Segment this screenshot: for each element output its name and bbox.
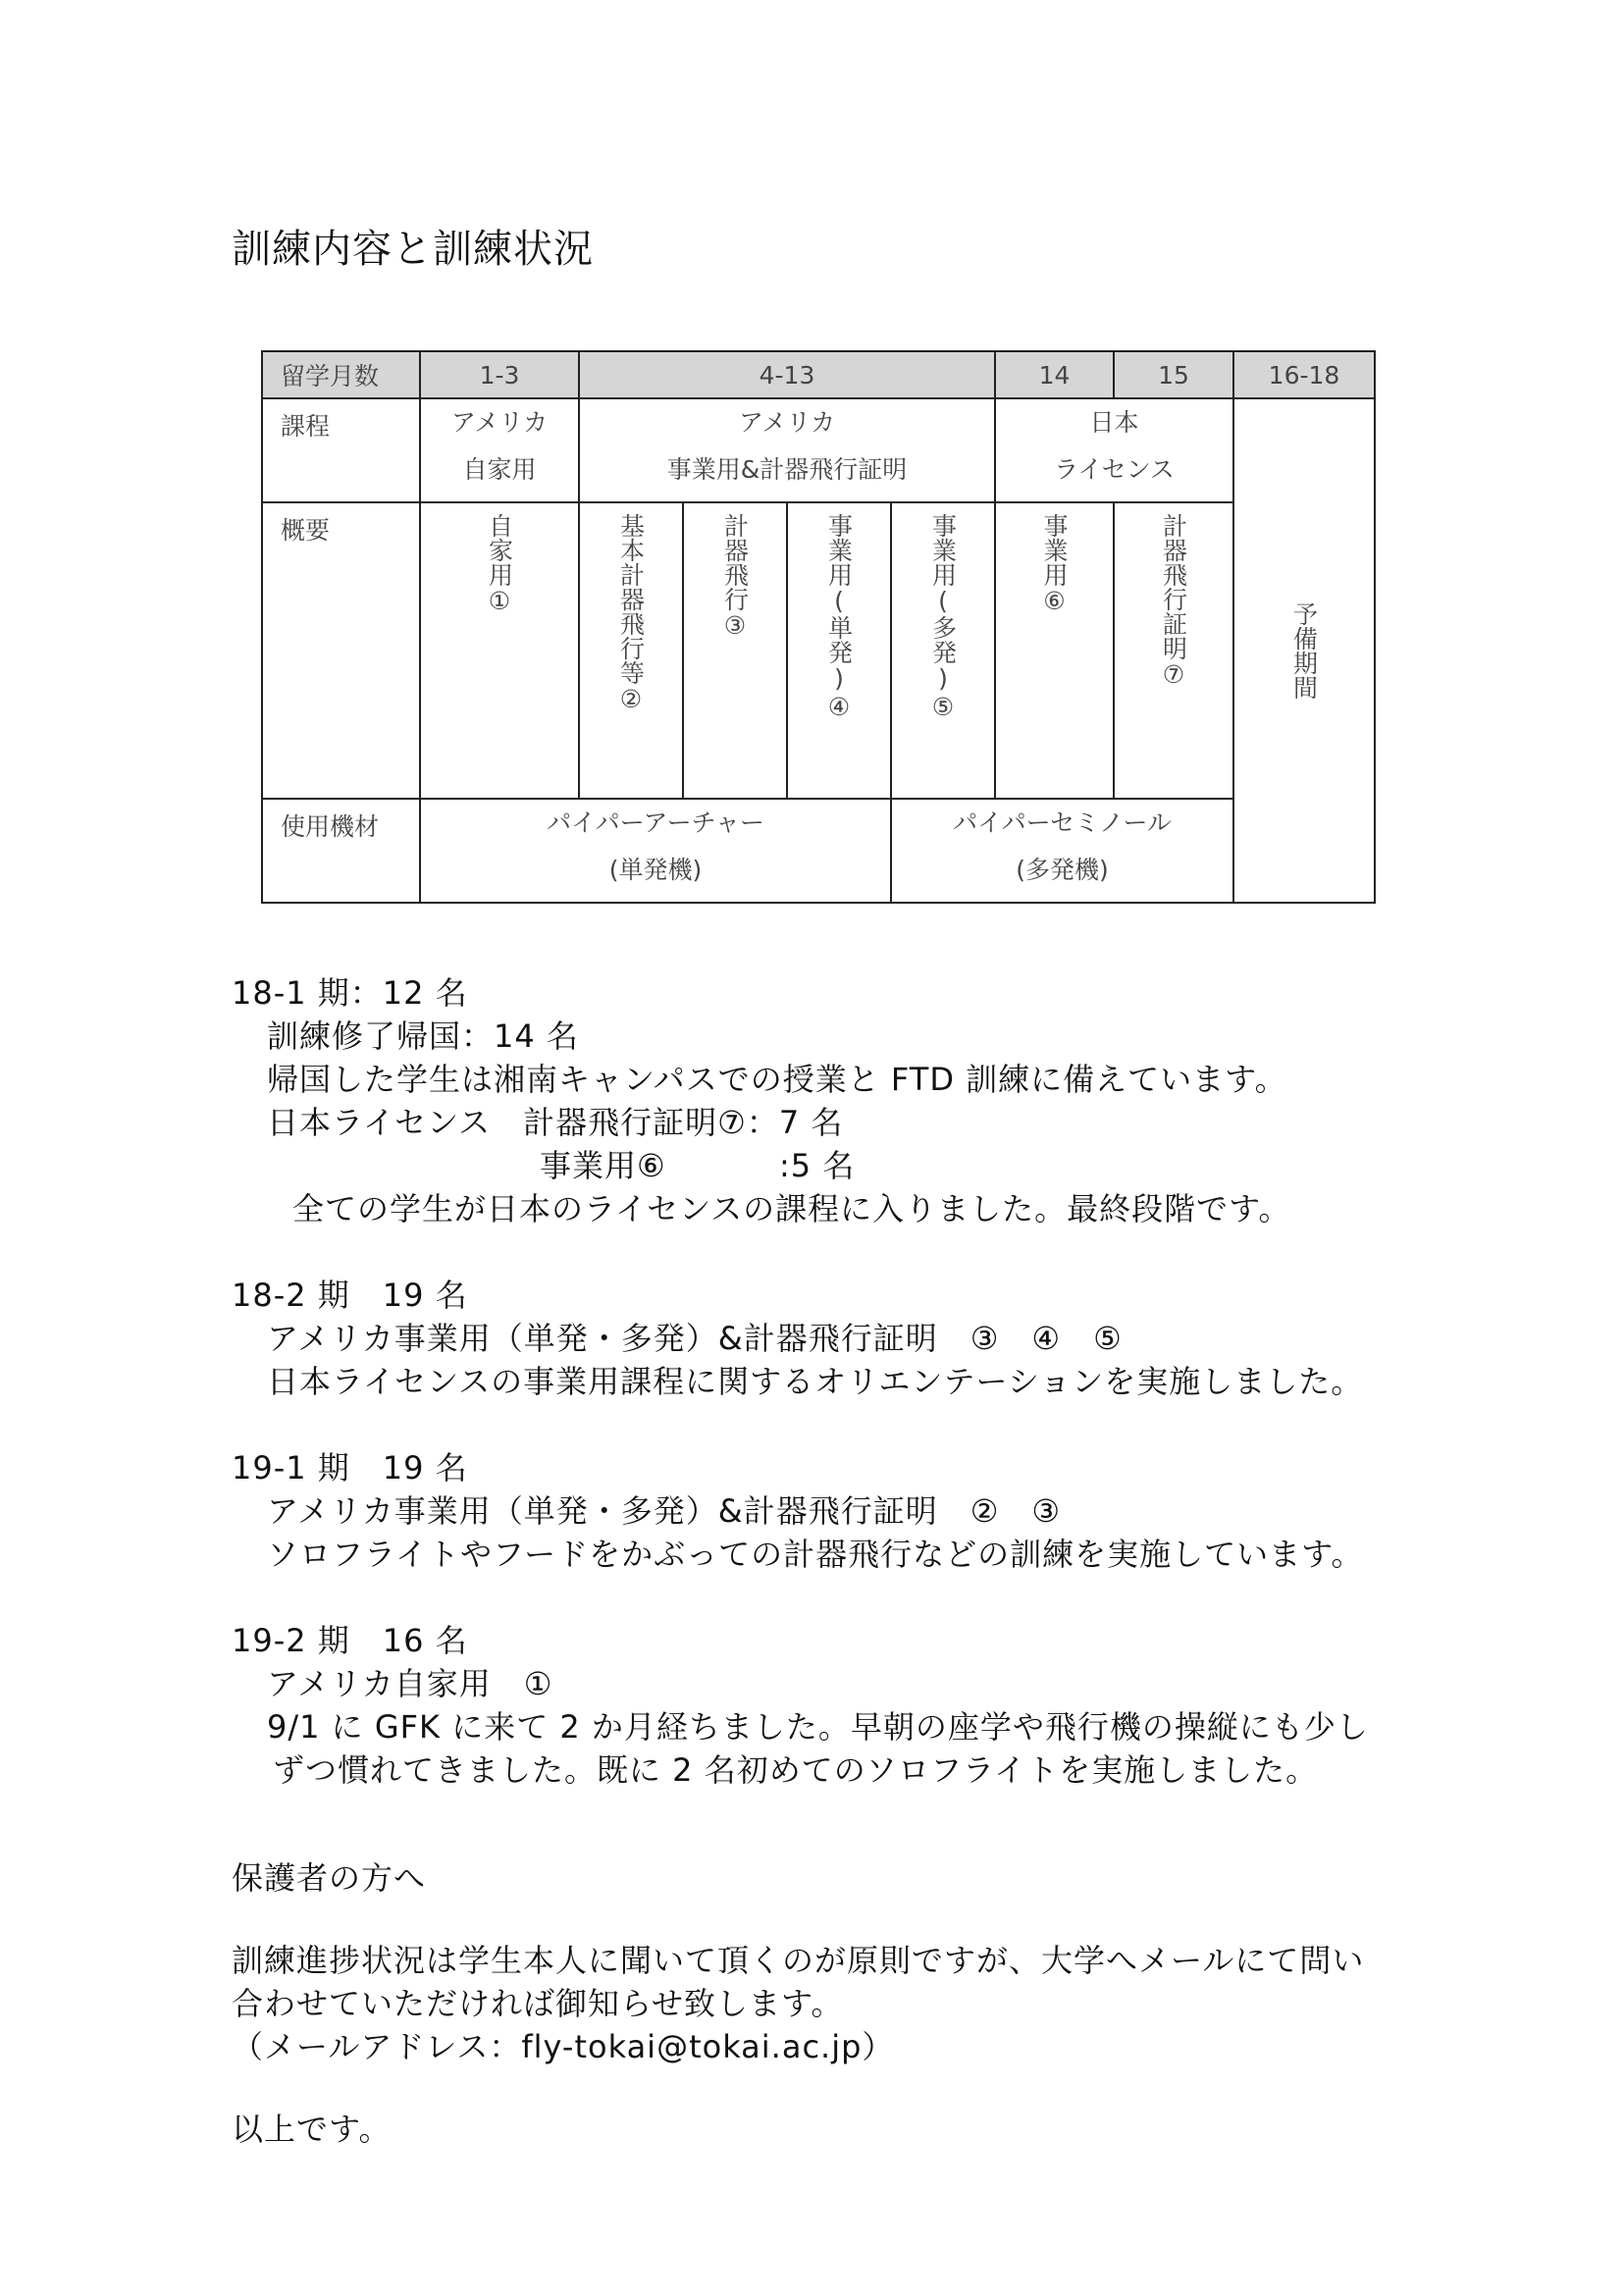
license-count: :5 名 <box>779 1147 856 1184</box>
license-label: 事業用⑥ <box>540 1147 666 1184</box>
section-heading-19-2: 19-2 期 16 名 <box>232 1622 468 1659</box>
month-cell: 1-3 <box>420 351 579 398</box>
returned-count: 訓練修了帰国：14 名 <box>267 1017 579 1055</box>
summary-text: 自家用① <box>485 513 514 615</box>
summary-cell <box>995 502 1114 799</box>
summary-text: 基本計器飛行等② <box>616 513 646 713</box>
license-label: 日本ライセンス 計器飛行証明⑦ <box>267 1104 747 1141</box>
month-cell: 16-18 <box>1233 351 1375 398</box>
month-cell: 14 <box>995 351 1114 398</box>
reserve-period-cell <box>1233 398 1375 903</box>
page-title: 訓練内容と訓練状況 <box>232 227 594 272</box>
section-heading-19-1: 19-1 期 19 名 <box>232 1449 468 1487</box>
row-header-months: 留学月数 <box>262 351 420 398</box>
equipment-line: (単発機) <box>608 856 703 884</box>
course-cell <box>420 398 579 502</box>
course-cell <box>995 398 1233 502</box>
report-body <box>232 971 1439 2151</box>
summary-text: 事業用⑥ <box>1040 513 1069 615</box>
summary-row <box>262 502 1375 799</box>
course-line: アメリカ <box>450 408 549 437</box>
reserve-period-text: 予備期間 <box>1289 601 1319 700</box>
months-row <box>262 351 1375 398</box>
license-line <box>232 1101 1439 1144</box>
row-header-summary: 概要 <box>262 502 420 799</box>
section-line: アメリカ事業用（単発・多発）&計器飛行証明 ② ③ <box>267 1492 1062 1530</box>
month-cell: 4-13 <box>579 351 995 398</box>
course-row <box>262 398 1375 502</box>
guardian-heading: 保護者の方へ <box>232 1859 427 1897</box>
equipment-cell <box>891 799 1233 903</box>
summary-cell <box>1114 502 1233 799</box>
month-cell: 15 <box>1114 351 1233 398</box>
equipment-row <box>262 799 1375 903</box>
summary-cell <box>579 502 683 799</box>
section-line: 日本ライセンスの事業用課程に関するオリエンテーションを実施しました。 <box>267 1363 1364 1400</box>
section-line: 9/1 に GFK に来て 2 か月経ちました。早朝の座学や飛行機の操縦にも少し <box>267 1708 1369 1746</box>
license-count: ：7 名 <box>746 1104 844 1141</box>
closing-text: 以上です。 <box>232 2111 392 2148</box>
row-header-course: 課程 <box>262 398 420 502</box>
summary-text: 計器飛行証明⑦ <box>1159 513 1188 689</box>
equipment-cell <box>420 799 891 903</box>
guardian-email: （メールアドレス：fly-tokai@tokai.ac.jp） <box>232 2028 895 2065</box>
summary-cell <box>891 502 995 799</box>
section-line: ソロフライトやフードをかぶっての計器飛行などの訓練を実施しています。 <box>267 1536 1364 1573</box>
guardian-line: 合わせていただければ御知らせ致します。 <box>232 1985 844 2022</box>
equipment-line: パイパーセミノール <box>953 808 1172 837</box>
section-heading-18-2: 18-2 期 19 名 <box>232 1277 468 1314</box>
summary-text: 事業用(多発)⑤ <box>928 513 958 721</box>
course-line: 自家用 <box>462 455 537 484</box>
summary-cell <box>787 502 891 799</box>
course-line: 日本 <box>1089 408 1139 437</box>
section-heading-18-1: 18-1 期：12 名 <box>232 974 468 1012</box>
license-line <box>232 1144 1439 1187</box>
equipment-line: (多発機) <box>1016 856 1109 884</box>
equipment-line: パイパーアーチャー <box>547 808 764 837</box>
returned-note: 帰国した学生は湘南キャンパスでの授業と FTD 訓練に備えています。 <box>267 1061 1287 1098</box>
course-line: ライセンス <box>1054 455 1175 484</box>
section-line: アメリカ事業用（単発・多発）&計器飛行証明 ③ ④ ⑤ <box>267 1320 1123 1357</box>
section-line: アメリカ自家用 ① <box>267 1665 553 1702</box>
course-line: アメリカ <box>738 408 836 437</box>
course-line: 事業用&計器飛行証明 <box>666 455 908 484</box>
guardian-line: 訓練進捗状況は学生本人に聞いて頂くのが原則ですが、大学へメールにて問い <box>232 1942 1365 1979</box>
summary-text: 事業用(単発)④ <box>824 513 854 721</box>
summary-cell <box>420 502 579 799</box>
course-cell <box>579 398 995 502</box>
row-header-equipment: 使用機材 <box>262 799 420 903</box>
summary-text: 計器飛行③ <box>720 513 750 640</box>
final-stage-note: 全ての学生が日本のライセンスの課程に入りました。最終段階です。 <box>292 1190 1291 1227</box>
training-schedule-table <box>261 350 1376 904</box>
summary-cell <box>683 502 787 799</box>
section-line: ずつ慣れてきました。既に 2 名初めてのソロフライトを実施しました。 <box>273 1751 1319 1789</box>
